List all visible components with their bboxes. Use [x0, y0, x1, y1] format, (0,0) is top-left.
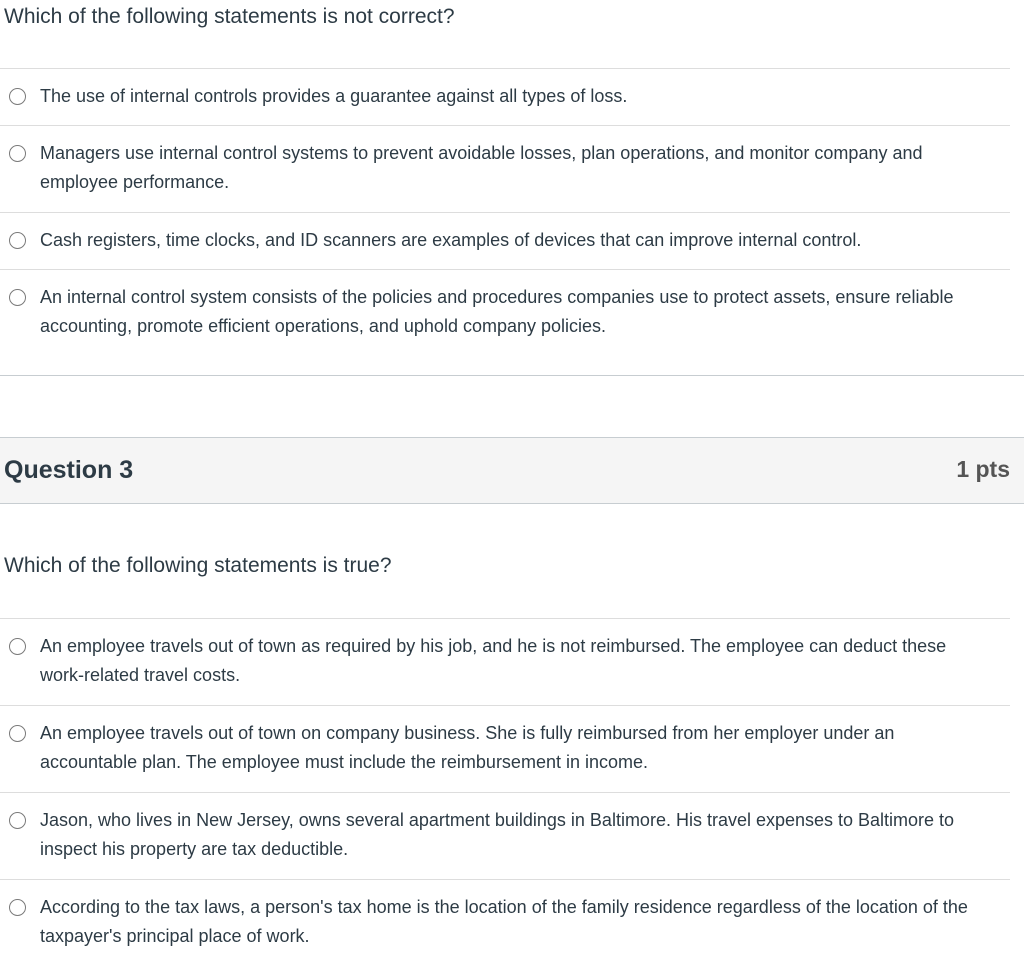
answer-option[interactable] — [0, 879, 1010, 962]
answer-label: An internal control system consists of the policies and procedures companies use to protect assets, ensure reliable accounting, promote efficient operations, and uphold company policies. — [40, 287, 954, 336]
radio-button[interactable] — [9, 232, 26, 249]
answer-option[interactable] — [0, 212, 1010, 269]
question-2-text: Which of the following statements is not correct? — [4, 5, 455, 28]
radio-button[interactable] — [9, 899, 26, 916]
answer-option[interactable] — [0, 705, 1010, 792]
question-2-answers — [0, 68, 1010, 386]
question-divider — [0, 375, 1024, 376]
radio-button[interactable] — [9, 812, 26, 829]
radio-button[interactable] — [9, 725, 26, 742]
answer-label: Cash registers, time clocks, and ID scanners are examples of devices that can improve internal control. — [40, 230, 862, 250]
answer-label: The use of internal controls provides a guarantee against all types of loss. — [40, 86, 628, 106]
answer-option[interactable] — [0, 792, 1010, 879]
answer-label: An employee travels out of town as required by his job, and he is not reimbursed. The employee can deduct these work-related travel costs. — [40, 636, 947, 685]
answer-option[interactable] — [0, 618, 1010, 705]
question-3-header — [0, 437, 1024, 504]
radio-button[interactable] — [9, 145, 26, 162]
answer-label: Jason, who lives in New Jersey, owns several apartment buildings in Baltimore. His travel expenses to Baltimore to inspect his property are tax deductible. — [40, 810, 955, 859]
answer-option[interactable] — [0, 125, 1010, 212]
question-points: 1 pts — [956, 456, 1010, 482]
radio-button[interactable] — [9, 289, 26, 306]
answer-label: According to the tax laws, a person's tax home is the location of the family residence regardless of the location of the taxpayer's principal place of work. — [40, 897, 968, 946]
radio-button[interactable] — [9, 638, 26, 655]
question-title: Question 3 — [4, 456, 134, 484]
question-3-text: Which of the following statements is true? — [4, 554, 392, 577]
answer-label: Managers use internal control systems to prevent avoidable losses, plan operations, and monitor company and employee performance. — [40, 143, 923, 192]
answer-label: An employee travels out of town on company business. She is fully reimbursed from her employer under an accountable plan. The employee must include the reimbursement in income. — [40, 723, 895, 772]
question-3-answers — [0, 618, 1010, 962]
answer-option[interactable] — [0, 68, 1010, 125]
answer-option[interactable] — [0, 269, 1010, 386]
radio-button[interactable] — [9, 88, 26, 105]
